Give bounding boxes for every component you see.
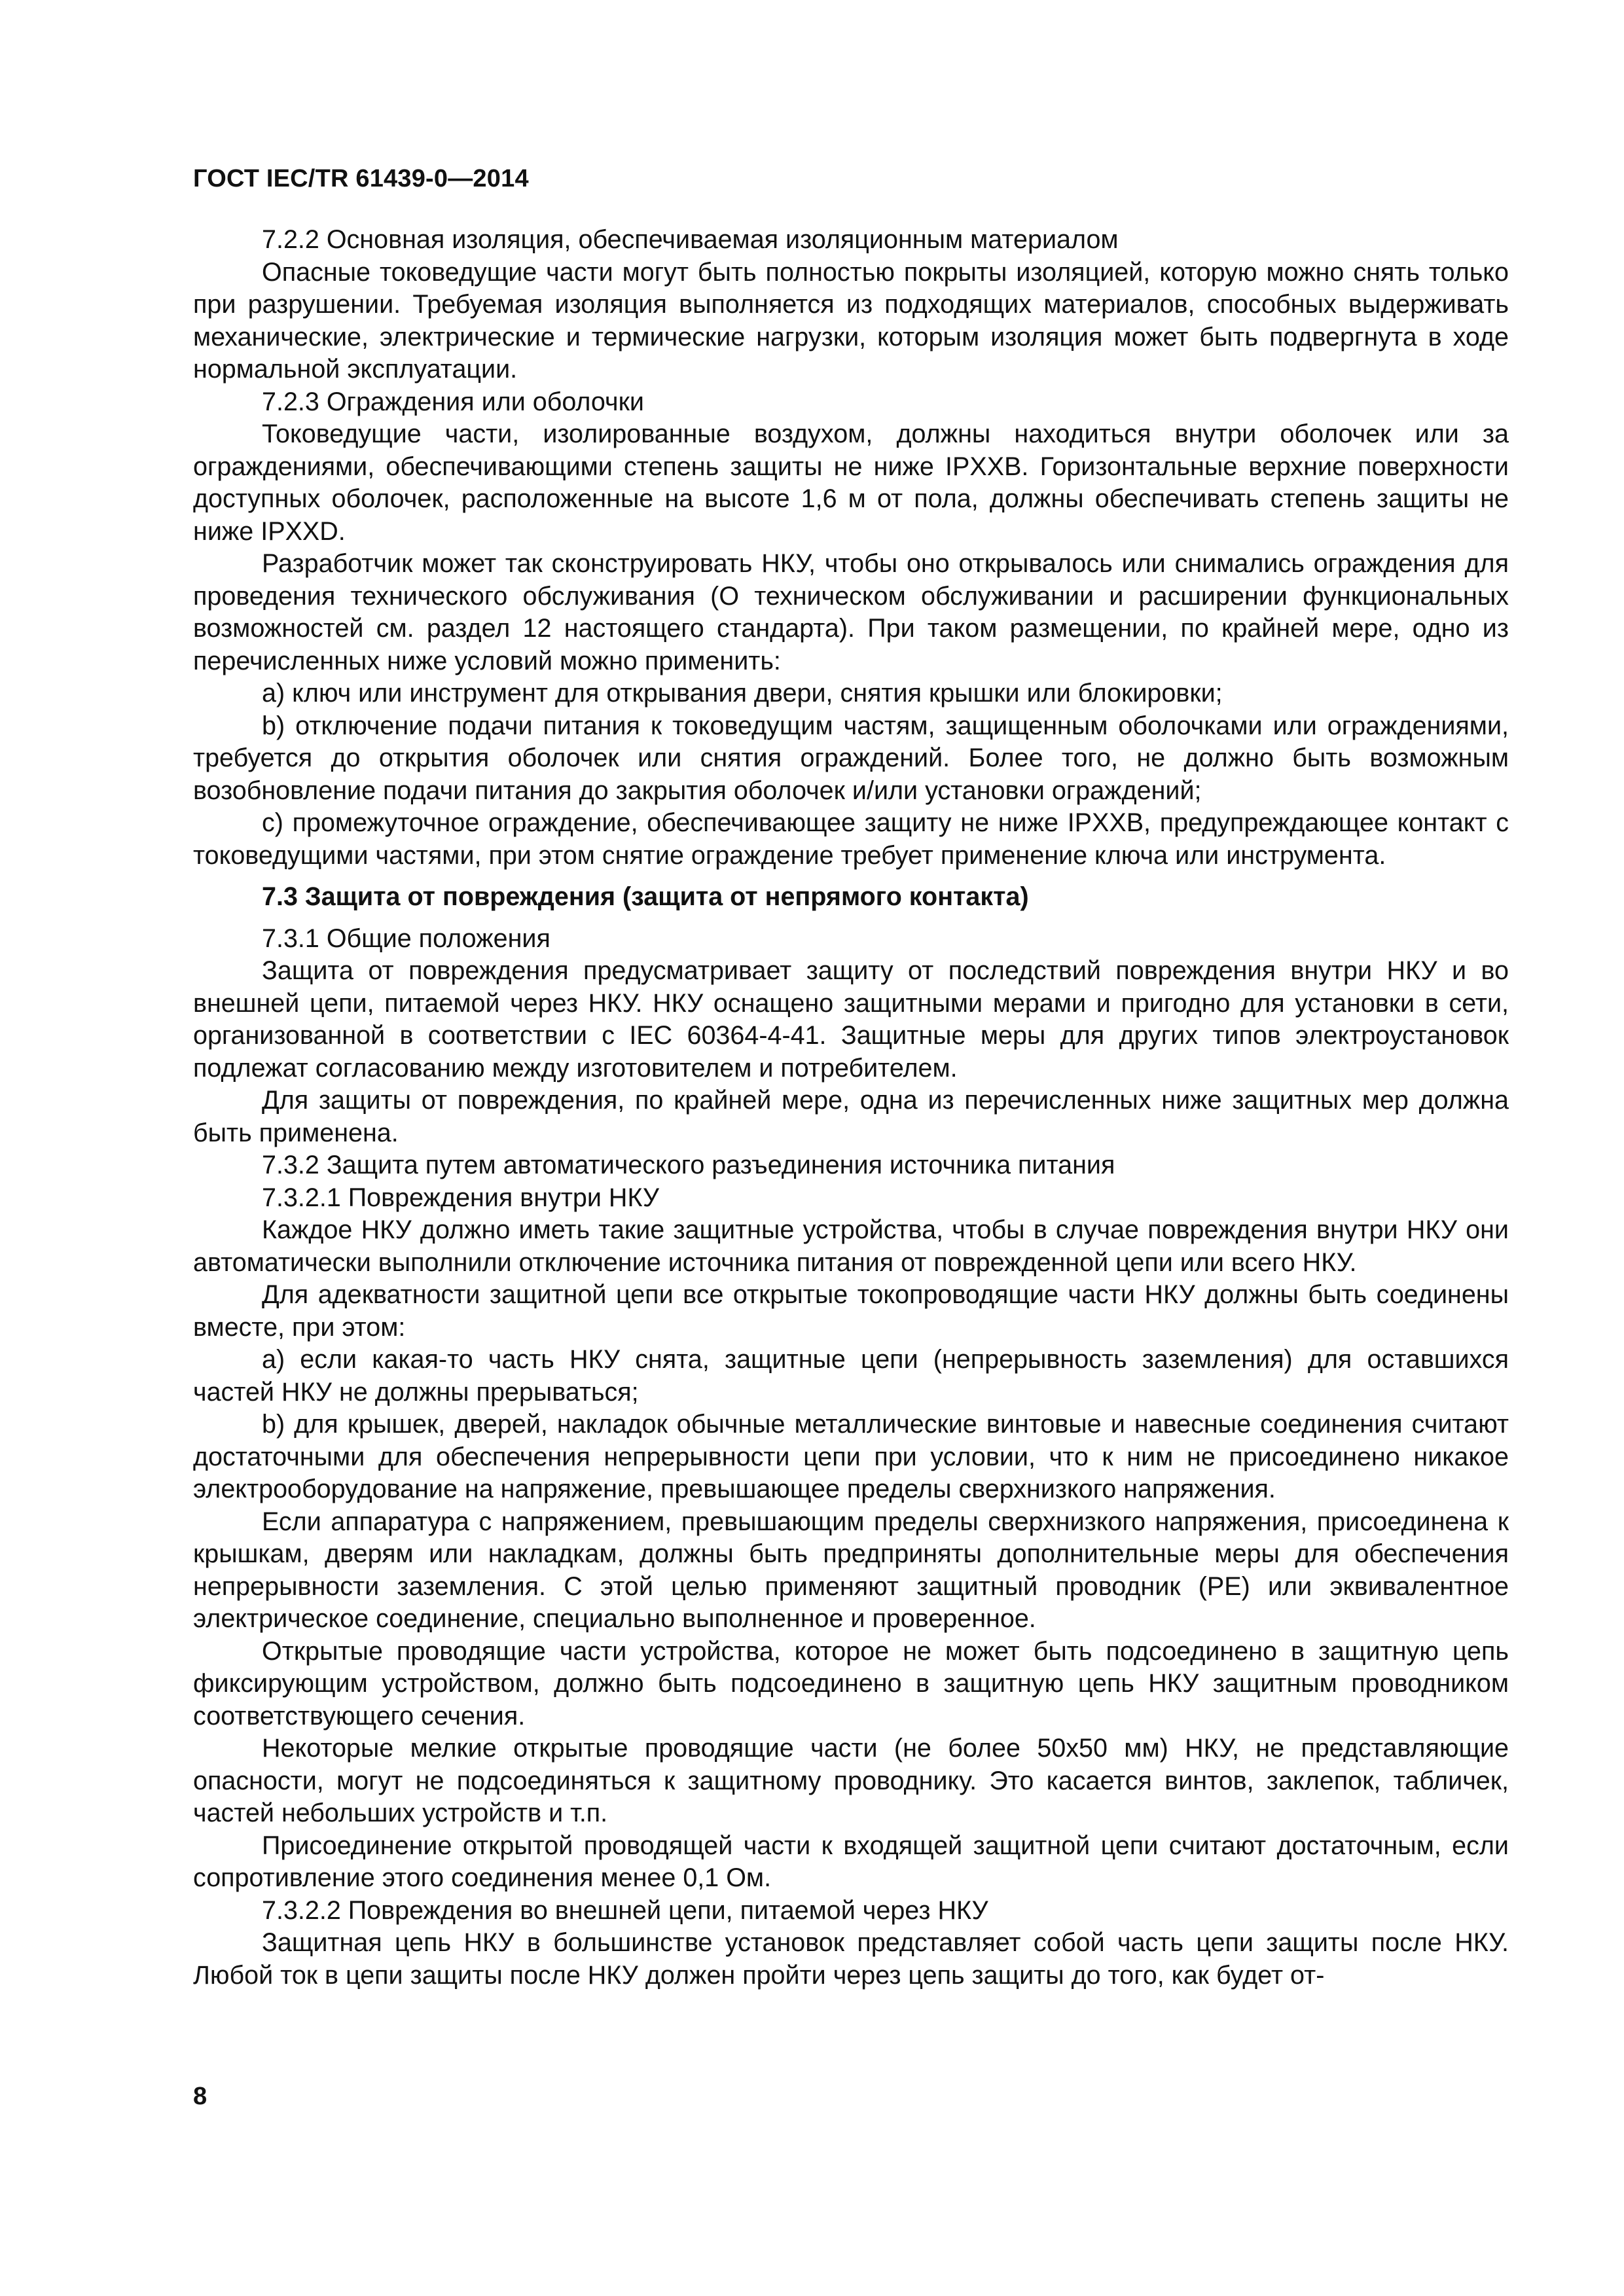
paragraph: Токоведущие части, изолированные воздухом, должны находиться внутри оболочек или за ограждениями, обеспечивающими степень защиты не ниже IPXXB. Горизонтальные верхние поверхности доступных оболочек, расположенные на высоте 1,6 м от пола, должны обеспечивать степень защиты не ниже IPXXD. — [193, 420, 1509, 546]
list-item-c: c) промежуточное ограждение, обеспечивающее защиту не ниже IPXXB, предупреждающее контакт с токоведущими частями, при этом снятие ограждение требует применение ключа или инструмента. — [193, 808, 1509, 870]
paragraph: Для защиты от повреждения, по крайней мере, одна из перечисленных ниже защитных мер должна быть применена. — [193, 1086, 1509, 1147]
list-item-b: b) отключение подачи питания к токоведущим частям, защищенным оболочками или ограждениями, требуется до открытия оболочек или снятия ограждений. Более того, не должно быть возможным возобновление подачи питания до закрытия оболочек и/или установки ограждений; — [193, 711, 1509, 805]
list-item-a: a) ключ или инструмент для открывания двери, снятия крышки или блокировки; — [262, 679, 1223, 708]
document-body — [193, 224, 1509, 1992]
paragraph: Разработчик может так сконструировать НКУ, чтобы оно открывалось или снимались ограждения для проведения технического обслуживания (О техническом обслуживании и расширении функциональных возможностей см. раздел 12 настоящего стандарта). При таком размещении, по крайней мере, одно из перечисленных ниже условий можно применить: — [193, 549, 1509, 675]
paragraph: Опасные токоведущие части могут быть полностью покрыты изоляцией, которую можно снять только при разрушении. Требуемая изоляция выполняется из подходящих материалов, способных выдерживать механические, электрические и термические нагрузки, которым изоляция может быть подвергнута в ходе нормальной эксплуатации. — [193, 257, 1509, 384]
subsection-title-7-2-2: 7.2.2 Основная изоляция, обеспечиваемая изоляционным материалом — [262, 225, 1119, 254]
paragraph: Защитная цепь НКУ в большинстве установок представляет собой часть цепи защиты после НКУ. Любой ток в цепи защиты после НКУ должен пройти через цепь защиты до того, как будет от- — [193, 1928, 1509, 1990]
paragraph: Защита от повреждения предусматривает защиту от последствий повреждения внутри НКУ и во внешней цепи, питаемой через НКУ. НКУ оснащено защитными мерами и пригодно для установки в сети, организованной в соответствии с IEC 60364-4-41. Защитные меры для других типов электроустановок подлежат согласованию между изготовителем и потребителем. — [193, 956, 1509, 1083]
paragraph: Для адекватности защитной цепи все открытые токопроводящие части НКУ должны быть соединены вместе, при этом: — [193, 1280, 1509, 1342]
list-item-a: a) если какая-то часть НКУ снята, защитные цепи (непрерывность заземления) для оставшихся частей НКУ не должны прерываться; — [193, 1345, 1509, 1407]
page-number: 8 — [193, 2083, 208, 2110]
subsection-title-7-3-2-2: 7.3.2.2 Повреждения во внешней цепи, питаемой через НКУ — [262, 1895, 988, 1925]
paragraph: Открытые проводящие части устройства, которое не может быть подсоединено в защитную цепь фиксирующим устройством, должно быть подсоединено в защитную цепь НКУ защитным проводником соответствующего сечения. — [193, 1636, 1509, 1731]
subsection-title-7-3-2-1: 7.3.2.1 Повреждения внутри НКУ — [262, 1183, 660, 1212]
paragraph: Каждое НКУ должно иметь такие защитные устройства, чтобы в случае повреждения внутри НКУ они автоматически выполнили отключение источника питания от поврежденной цепи или всего НКУ. — [193, 1215, 1509, 1277]
document-header: ГОСТ IEC/TR 61439-0—2014 — [193, 165, 529, 192]
subsection-title-7-2-3: 7.2.3 Ограждения или оболочки — [262, 387, 644, 416]
paragraph: Если аппаратура с напряжением, превышающим пределы сверхнизкого напряжения, присоединена к крышкам, дверям или накладкам, должны быть предприняты дополнительные меры для обеспечения непрерывности заземления. С этой целью применяют защитный проводник (PE) или эквивалентное электрическое соединение, специально выполненное и проверенное. — [193, 1507, 1509, 1633]
section-heading-7-3: 7.3 Защита от повреждения (защита от непрямого контакта) — [262, 882, 1029, 911]
paragraph: Присоединение открытой проводящей части к входящей защитной цепи считают достаточным, если сопротивление этого соединения менее 0,1 Ом. — [193, 1831, 1509, 1892]
subsection-title-7-3-2: 7.3.2 Защита путем автоматического разъединения источника питания — [262, 1151, 1115, 1179]
list-item-b: b) для крышек, дверей, накладок обычные металлические винтовые и навесные соединения считают достаточными для обеспечения непрерывности цепи при условии, что к ним не присоединено никакое электрооборудование на напряжение, превышающее пределы сверхнизкого напряжения. — [193, 1410, 1509, 1503]
paragraph: Некоторые мелкие открытые проводящие части (не более 50х50 мм) НКУ, не представляющие опасности, могут не подсоединяться к защитному проводнику. Это касается винтов, заклепок, табличек, частей небольших устройств и т.п. — [193, 1734, 1509, 1827]
subsection-title-7-3-1: 7.3.1 Общие положения — [262, 924, 550, 953]
